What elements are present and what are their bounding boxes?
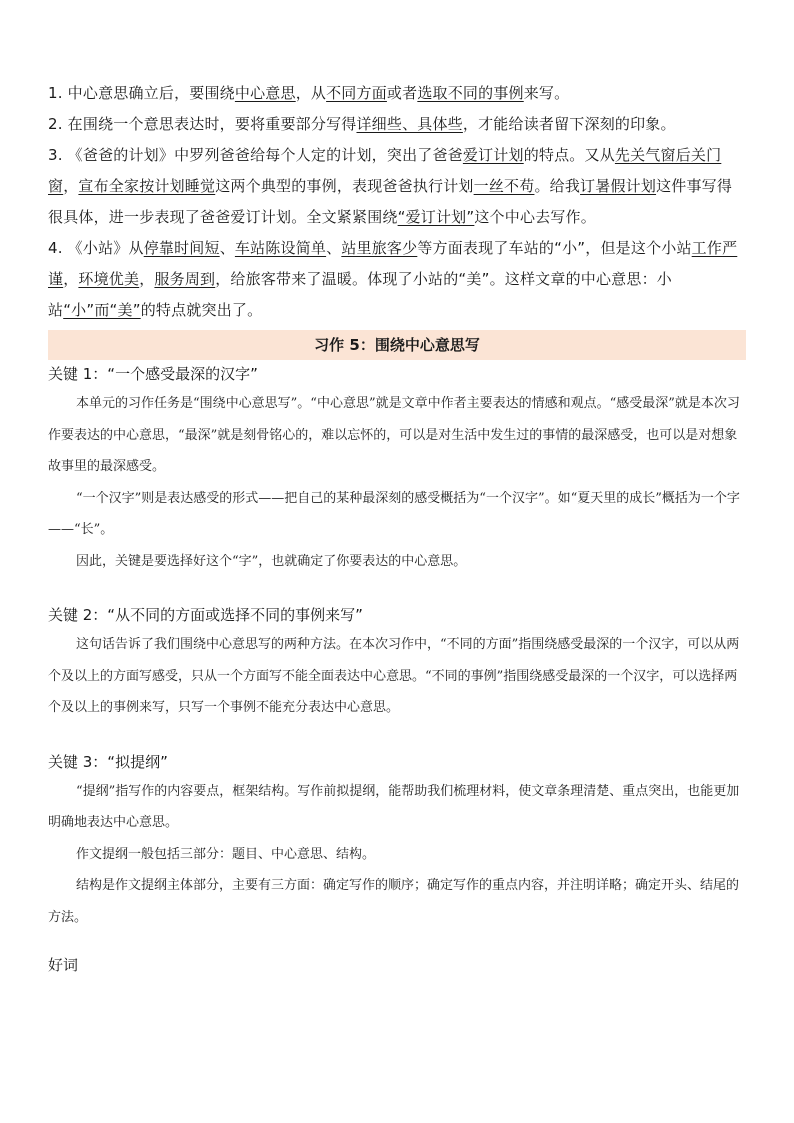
document-page [48, 78, 746, 979]
numbered-item [48, 140, 746, 233]
underlined-phrase: 工作严谨 [48, 239, 738, 288]
key-2-body [48, 629, 746, 724]
text-segment: 或者 [386, 84, 418, 102]
underlined-phrase: “爱订计划” [397, 208, 475, 226]
key-3-body [48, 776, 746, 934]
text-segment: 3. 《爸爸的计划》中罗列爸爸给每个人定的计划，突出了爸爸 [48, 146, 463, 164]
text-segment: 这个中心去写作。 [474, 208, 596, 226]
underlined-phrase: 环境优美 [78, 270, 140, 288]
text-segment: ， [63, 177, 79, 195]
text-segment: 。给我 [534, 177, 581, 195]
numbered-item [48, 78, 746, 109]
text-segment: 的特点就突出了。 [140, 301, 263, 319]
underlined-phrase: 车站陈设简单 [234, 239, 327, 257]
text-segment: 、 [219, 239, 235, 257]
key-3-block [48, 748, 746, 934]
underlined-phrase: 站里旅客少 [341, 239, 418, 257]
text-segment: ，从 [295, 84, 327, 102]
text-segment: 这两个典型的事例，表现爸爸执行计划 [215, 177, 474, 195]
underlined-phrase: 一丝不苟 [473, 177, 535, 195]
underlined-phrase: 服务周到 [154, 270, 216, 288]
key-3-paragraph: 作文提纲一般包括三部分：题目、中心意思、结构。 [76, 846, 376, 862]
text-segment: ，给旅客带来了温暖。体现了小站的“美”。这样文章的中心意思：小站 [48, 270, 672, 319]
text-segment: 4. 《小站》从 [48, 239, 144, 257]
text-segment: ， [139, 270, 155, 288]
text-segment: 、 [326, 239, 342, 257]
underlined-phrase: 不同方面 [326, 84, 387, 102]
key-2-heading: 关键 2：“从不同的方面或选择不同的事例来写” [48, 606, 363, 624]
key-3-paragraph: 结构是作文提纲主体部分，主要有三方面：确定写作的顺序；确定写作的重点内容，并注明详略；确定开头、结尾的方法。 [48, 878, 740, 925]
text-segment: 等方面表现了车站的“小”，但是这个小站 [417, 239, 692, 257]
key-2-block [48, 601, 746, 724]
key-1-paragraph: 因此，关键是要选择好这个“字”，也就确定了你要表达的中心意思。 [76, 553, 467, 569]
section-title: 习作 5：围绕中心意思写 [48, 330, 746, 360]
underlined-phrase: “小”而“美” [63, 301, 141, 319]
text-segment: 1. 中心意思确立后，要围绕 [48, 84, 235, 102]
good-words-heading: 好词 [48, 956, 79, 974]
text-segment: 来写。 [523, 84, 570, 102]
numbered-list [48, 78, 746, 326]
underlined-phrase: 订暑假计划 [580, 177, 657, 195]
underlined-phrase: 中心意思 [234, 84, 296, 102]
underlined-phrase: 宣布全家按计划睡觉 [78, 177, 216, 195]
text-segment: ， [63, 270, 79, 288]
underlined-phrase: 停靠时间短 [143, 239, 220, 257]
key-2-paragraph: 这句话告诉了我们围绕中心意思写的两种方法。在本次习作中，“不同的方面”指围绕感受最深的一个汉字，可以从两个及以上的方面写感受，只从一个方面写不能全面表达中心意思。“不同的事例”指围绕感受最深的一个汉字，可以选择两个及以上的事例来写，只写一个事例不能充分表达中心意思。 [48, 637, 740, 715]
key-1-paragraph: 本单元的习作任务是“围绕中心意思写”。“中心意思”就是文章中作者主要表达的情感和观点。“感受最深”就是本次习作要表达的中心意思，“最深”就是刻骨铭心的，难以忘怀的，可以是对生活中发生过的事情的最深感受，也可以是对想象故事里的最深感受。 [48, 396, 740, 474]
underlined-phrase: 详细些、具体些 [356, 115, 463, 133]
text-segment: 2. 在围绕一个意思表达时，要将重要部分写得 [48, 115, 357, 133]
key-3-heading: 关键 3：“拟提纲” [48, 752, 168, 771]
key-3-paragraph: “提纲”指写作的内容要点，框架结构。写作前拟提纲，能帮助我们梳理材料，使文章条理清楚、重点突出，也能更加明确地表达中心意思。 [48, 783, 740, 830]
numbered-item [48, 233, 746, 326]
key-1-heading: 关键 1：“一个感受最深的汉字” [48, 365, 258, 383]
underlined-phrase: 先关气窗后关门窗 [48, 146, 722, 195]
underlined-phrase: 选取不同的事例 [417, 84, 524, 102]
key-1-paragraph: “一个汉字”则是表达感受的形式——把自己的某种最深刻的感受概括为“一个汉字”。如“夏天里的成长”概括为一个字——“长”。 [48, 490, 740, 537]
key-1-body [48, 388, 746, 577]
text-segment: 的特点。又从 [523, 146, 615, 164]
text-segment: 这件事写得很具体，进一步表现了爸爸爱订计划。全文紧紧围绕 [48, 177, 733, 226]
text-segment: ，才能给读者留下深刻的印象。 [462, 115, 676, 133]
numbered-item [48, 109, 746, 140]
key-1-block [48, 360, 746, 577]
underlined-phrase: 爱订计划 [462, 146, 524, 164]
